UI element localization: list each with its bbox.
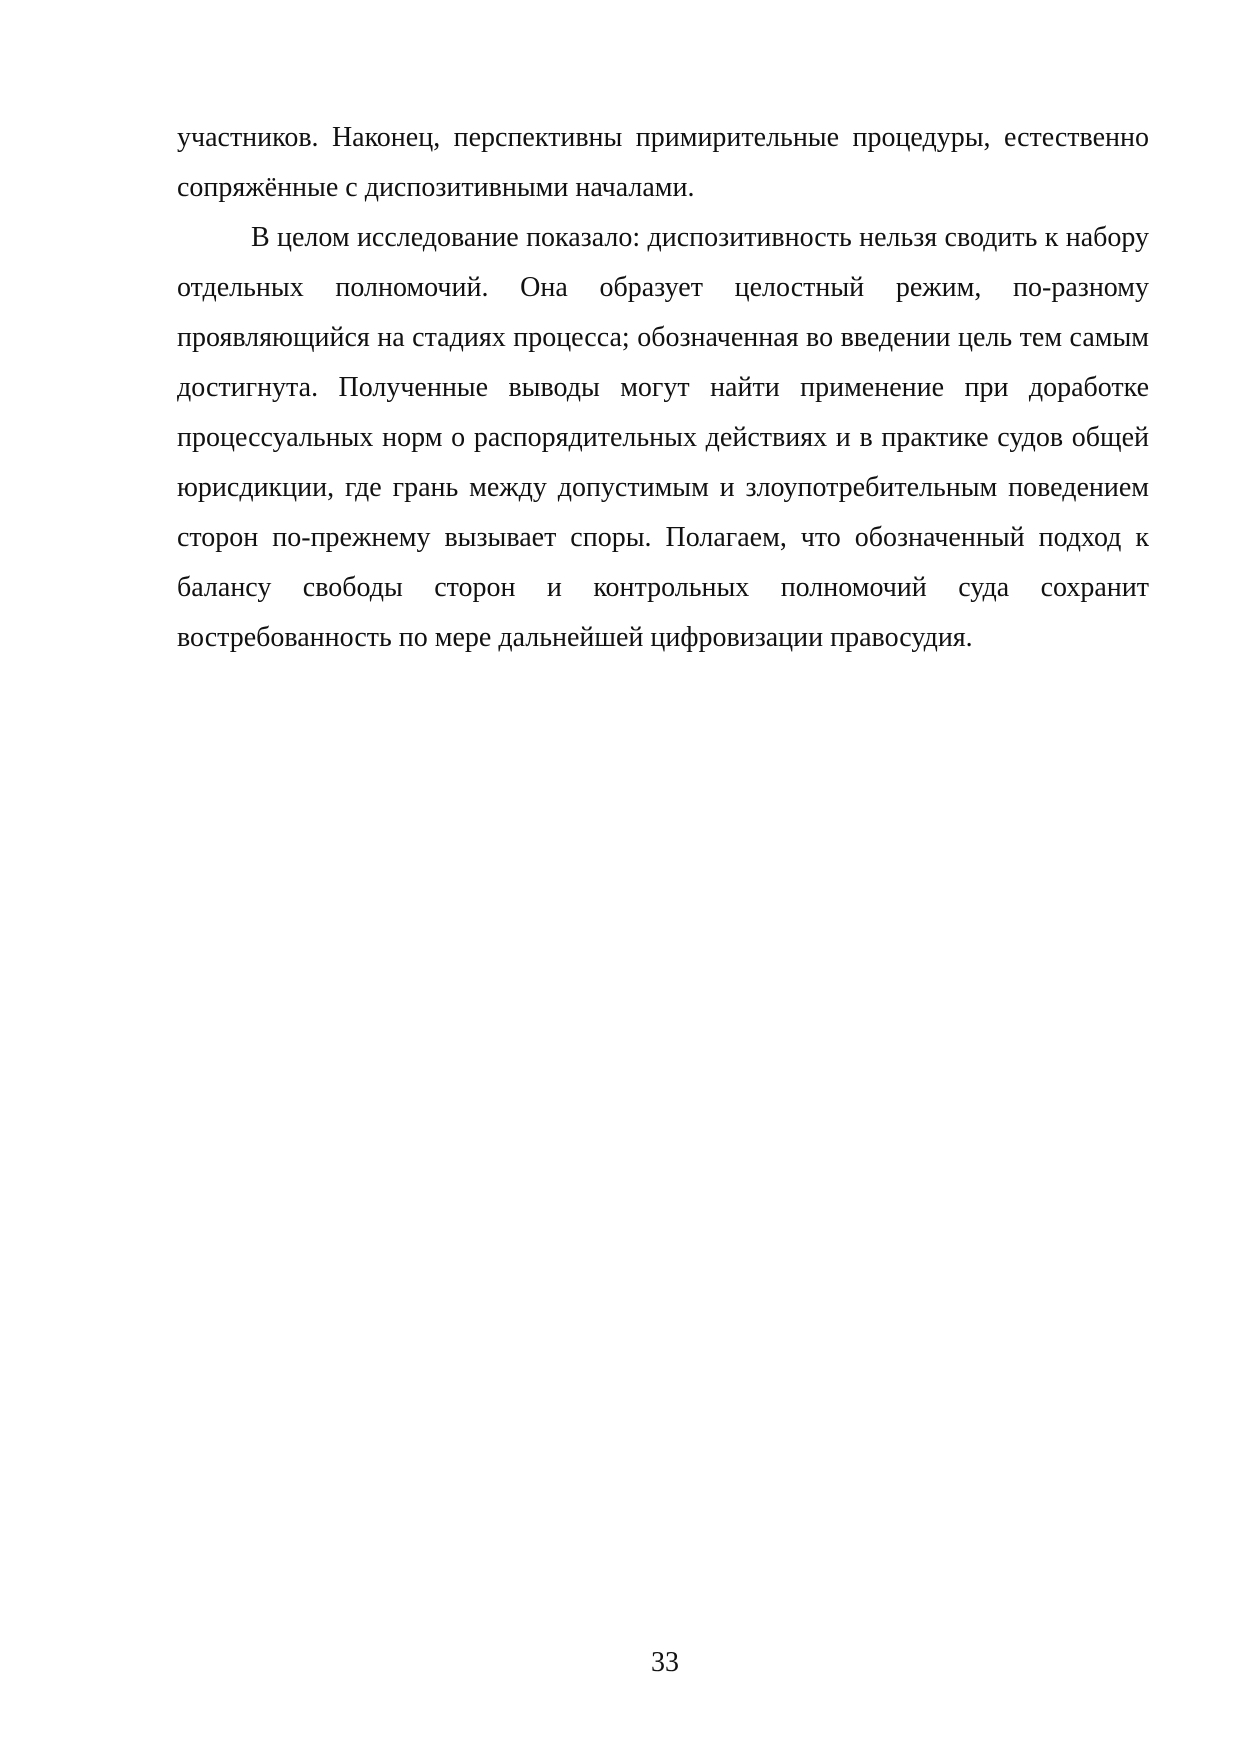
body-text	[177, 113, 1149, 663]
paragraph-continuation: участников. Наконец, перспективны примирительные процедуры, естественно сопряжённые с диспозитивными началами.	[177, 122, 1149, 203]
paragraph-conclusion: В целом исследование показало: диспозитивность нельзя сводить к набору отдельных полномочий. Она образует целостный режим, по-разному проявляющийся на стадиях процесса; обозначенная во введении цель тем самым достигнута. Полученные выводы могут найти применение при доработке процессуальных норм о распорядительных действиях и в практике судов общей юрисдикции, где грань между допустимым и злоупотребительным поведением сторон по-прежнему вызывает споры. Полагаем, что обозначенный подход к балансу свободы сторон и контрольных полномочий суда сохранит востребованность по мере дальнейшей цифровизации правосудия.	[177, 222, 1149, 653]
page-number: 33	[651, 1647, 679, 1678]
